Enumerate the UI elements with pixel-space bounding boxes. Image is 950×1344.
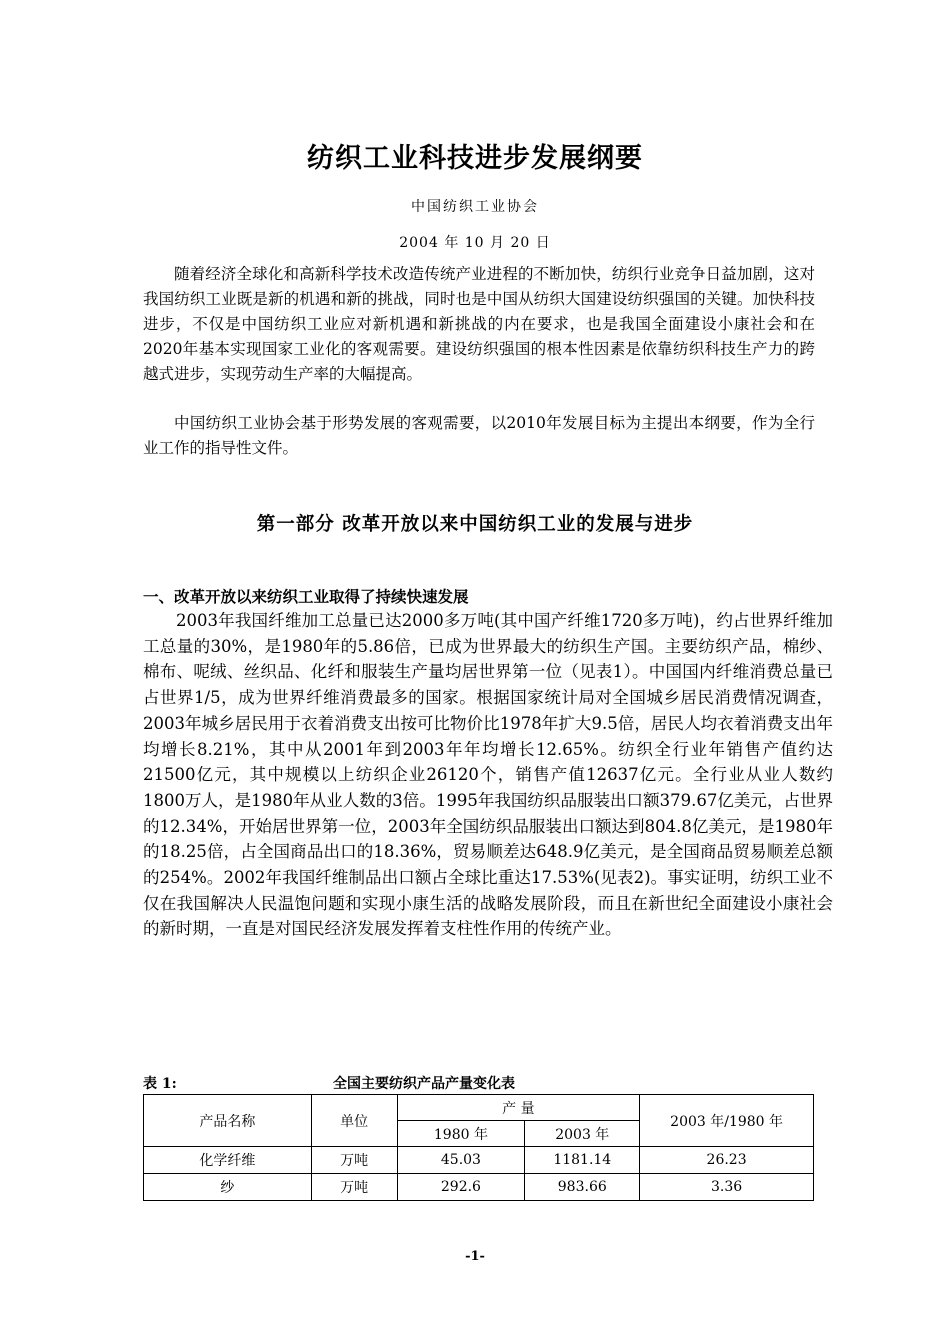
header-output: 产 量: [397, 1095, 640, 1121]
header-unit: 单位: [311, 1095, 397, 1147]
document-title: 纺织工业科技进步发展纲要: [307, 143, 643, 174]
cell-unit: 万吨: [311, 1147, 397, 1174]
intro-paragraph: 中国纺织工业协会基于形势发展的客观需要，以2010年发展目标为主提出本纲要，作为全行业工作的指导性文件。: [143, 414, 815, 457]
header-ratio: 2003 年/1980 年: [640, 1095, 814, 1147]
cell-ratio: 26.23: [640, 1147, 814, 1174]
table-caption-number: 表 1:: [143, 1076, 177, 1092]
document-date: 2004 年 10 月 20 日: [399, 235, 551, 251]
section-heading: 一、改革开放以来纺织工业取得了持续快速发展: [143, 587, 469, 606]
cell-product: 纱: [144, 1174, 312, 1201]
cell-ratio: 3.36: [640, 1174, 814, 1201]
cell-unit: 万吨: [311, 1174, 397, 1201]
part-heading: 第一部分 改革开放以来中国纺织工业的发展与进步: [256, 514, 694, 535]
output-table: [143, 1094, 814, 1201]
table-caption-title: 全国主要纺织产品产量变化表: [333, 1076, 515, 1092]
table-row: [144, 1174, 814, 1201]
section-paragraph: 2003年我国纤维加工总量已达2000多万吨(其中国产纤维1720多万吨)，约占世界纤维加工总量的30%，是1980年的5.86倍，已成为世界最大的纺织生产国。主要纺织产品，棉纱、棉布、呢绒、丝织品、化纤和服装生产量均居世界第一位（见表1）。中国国内纤维消费总量已占世界1/5，成为世界纤维消费最多的国家。根据国家统计局对全国城乡居民消费情况调查，2003年城乡居民用于衣着消费支出按可比物价比1978年扩大9.5倍，居民人均衣着消费支出年均增长8.21%，其中从2001年到2003年年均增长12.65%。纺织全行业年销售产值约达21500亿元，其中规模以上纺织企业26120个，销售产值12637亿元。全行业从业人数约1800万人，是1980年从业人数的3倍。1995年我国纺织品服装出口额379.67亿美元，占世界的12.34%，开始居世界第一位，2003年全国纺织品服装出口额达到804.8亿美元，是1980年的18.25倍，占全国商品出口的18.36%，贸易顺差达648.9亿美元，是全国商品贸易顺差总额的254%。2002年我国纤维制品出口额占全球比重达17.53%(见表2)。事实证明，纺织工业不仅在我国解决人民温饱问题和实现小康生活的战略发展阶段，而且在新世纪全面建设小康社会的新时期，一直是对国民经济发展发挥着支柱性作用的传统产业。: [143, 611, 833, 939]
header-year-2003: 2003 年: [525, 1121, 640, 1147]
cell-2003: 1181.14: [525, 1147, 640, 1174]
cell-product: 化学纤维: [144, 1147, 312, 1174]
cell-2003: 983.66: [525, 1174, 640, 1201]
document-organization: 中国纺织工业协会: [411, 199, 539, 215]
header-product: 产品名称: [144, 1095, 312, 1147]
intro-paragraph: 随着经济全球化和高新科学技术改造传统产业进程的不断加快，纺织行业竞争日益加剧，这对我国纺织工业既是新的机遇和新的挑战，同时也是中国从纺织大国建设纺织强国的关键。加快科技进步，不仅是中国纺织工业应对新机遇和新挑战的内在要求，也是我国全面建设小康社会和在2020年基本实现国家工业化的客观需要。建设纺织强国的根本性因素是依靠纺织科技生产力的跨越式进步，实现劳动生产率的大幅提高。: [143, 265, 815, 383]
table-row: [144, 1147, 814, 1174]
page-number: -1-: [465, 1249, 485, 1264]
header-year-1980: 1980 年: [397, 1121, 525, 1147]
cell-1980: 45.03: [397, 1147, 525, 1174]
cell-1980: 292.6: [397, 1174, 525, 1201]
